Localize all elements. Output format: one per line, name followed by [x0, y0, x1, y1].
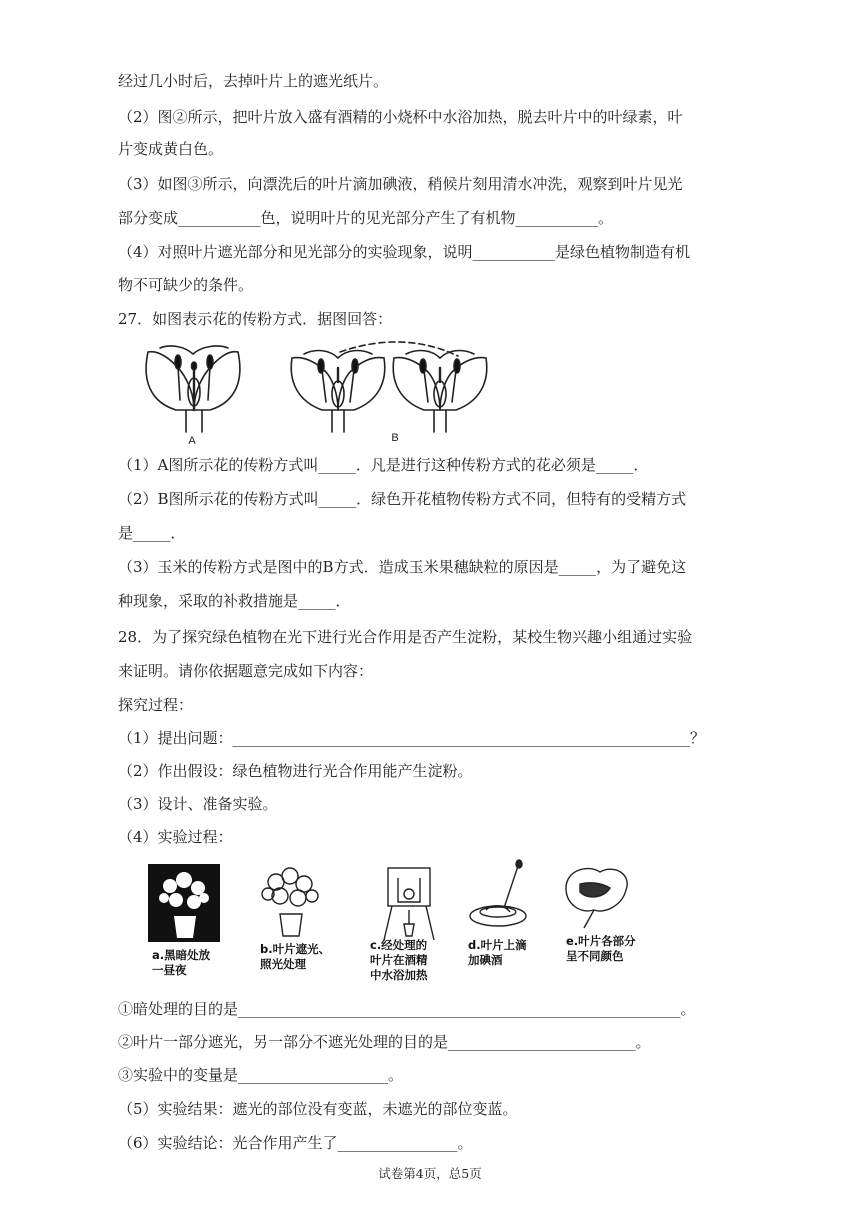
text-line: （2）B图所示花的传粉方式叫_____．绿色开花植物传粉方式不同，但特有的受精方式 — [118, 490, 687, 508]
text-line: 经过几小时后，去掉叶片上的遮光纸片。 — [118, 72, 389, 90]
text-line: （3）设计、准备实验。 — [118, 795, 278, 813]
text-line: 是_____． — [118, 524, 186, 542]
flower-a-icon — [146, 346, 240, 432]
caption-a: a.黑暗处放 一昼夜 — [152, 948, 211, 977]
dark-box-plant-icon — [148, 864, 220, 942]
text-line: （5）实验结果：遮光的部位没有变蓝，未遮光的部位变蓝。 — [118, 1100, 518, 1118]
text-line: 片变成黄白色。 — [118, 140, 224, 158]
leaf-icon — [566, 869, 627, 928]
flower-a-label: A — [188, 435, 196, 445]
text-line: ③实验中的变量是____________________。 — [118, 1066, 404, 1084]
pollination-arrow — [340, 342, 458, 356]
water-bath-icon — [384, 868, 434, 940]
iodine-dropper-icon — [470, 860, 526, 926]
text-line: （1）提出问题：_____________________________________________________________？ — [118, 729, 706, 747]
text-line: 种现象，采取的补救措施是_____． — [118, 592, 351, 610]
flower-b2-icon — [393, 351, 487, 432]
text-line: ②叶片一部分遮光，另一部分不遮光处理的目的是_________________________。 — [118, 1033, 651, 1051]
text-line: 探究过程： — [118, 696, 194, 714]
text-line: （4）实验过程： — [118, 828, 233, 846]
caption-e: e.叶片各部分 呈不同颜色 — [566, 934, 636, 963]
question-27-title: 27．如图表示花的传粉方式．据图回答： — [118, 310, 393, 328]
text-line: （6）实验结论：光合作用产生了________________。 — [118, 1134, 473, 1152]
shaded-plant-icon — [262, 868, 318, 936]
flower-b-label: B — [391, 432, 399, 444]
text-line: 部分变成___________色，说明叶片的见光部分产生了有机物___________。 — [118, 209, 614, 227]
caption-d: d.叶片上滴 加碘酒 — [468, 938, 527, 967]
text-line: （2）图②所示，把叶片放入盛有酒精的小烧杯中水浴加热，脱去叶片中的叶绿素，叶 — [118, 108, 683, 126]
text-line: （2）作出假设：绿色植物进行光合作用能产生淀粉。 — [118, 762, 473, 780]
text-line: 物不可缺少的条件。 — [118, 276, 254, 294]
text-line: 来证明。请你依据题意完成如下内容： — [118, 662, 374, 680]
flower-b1-icon — [291, 351, 385, 432]
caption-b: b.叶片遮光、 照光处理 — [260, 942, 331, 971]
question-28-title: 28．为了探究绿色植物在光下进行光合作用是否产生淀粉，某校生物兴趣小组通过实验 — [118, 628, 693, 646]
text-line: （3）玉米的传粉方式是图中的B方式．造成玉米果穗缺粒的原因是_____，为了避免这 — [118, 558, 687, 576]
caption-c: c.经处理的 叶片在酒精 中水浴加热 — [370, 938, 428, 982]
text-line: （1）A图所示花的传粉方式叫_____．凡是进行这种传粉方式的花必须是_____． — [118, 456, 649, 474]
text-line: ①暗处理的目的是___________________________________________________________。 — [118, 1000, 696, 1018]
text-line: （3）如图③所示，向漂洗后的叶片滴加碘液，稍候片刻用清水冲洗，观察到叶片见光 — [118, 175, 683, 193]
page-footer: 试卷第4页，总5页 — [378, 1166, 482, 1181]
text-line: （4）对照叶片遮光部分和见光部分的实验现象，说明___________是绿色植物制造有机 — [118, 243, 691, 261]
flower-pollination-figure — [140, 340, 500, 445]
